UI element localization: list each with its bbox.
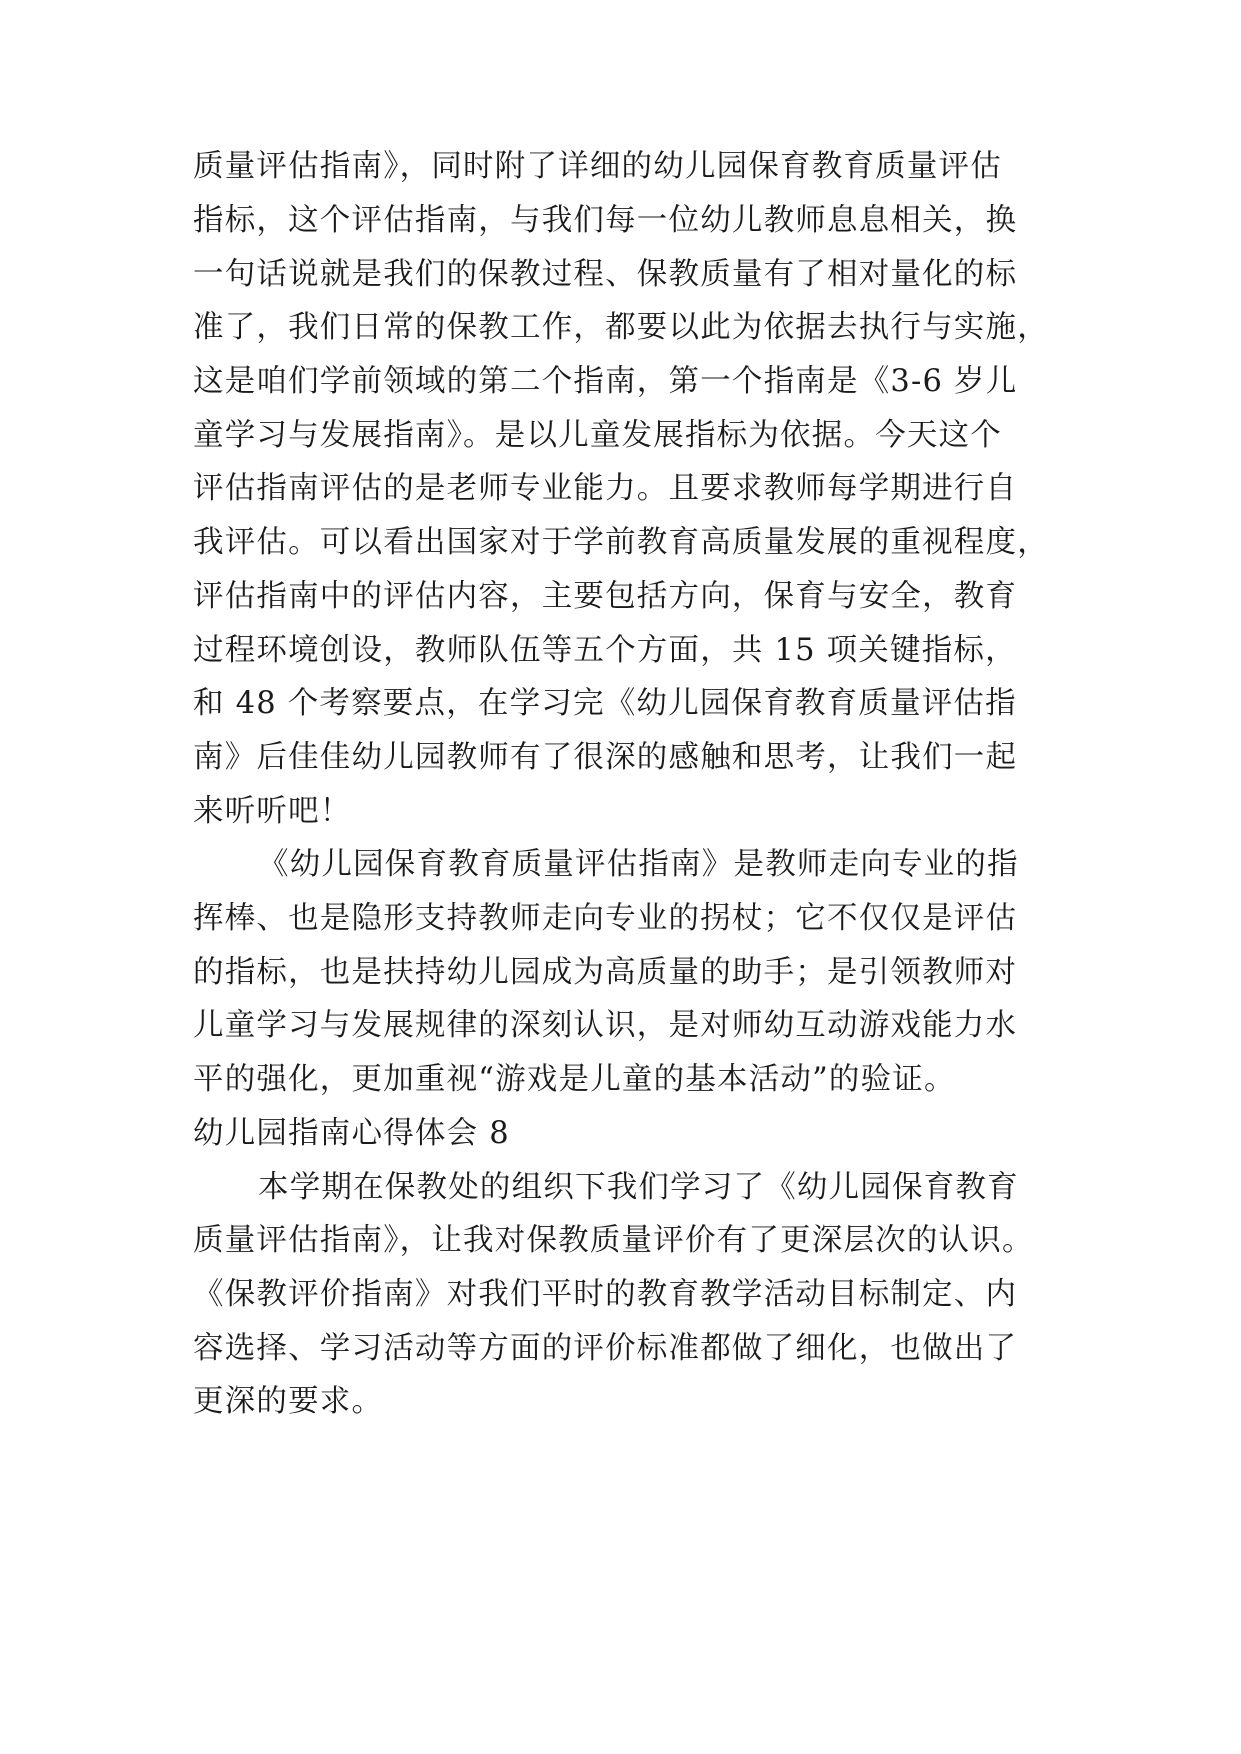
text-line: 我评估。可以看出国家对于学前教育高质量发展的重视程度， bbox=[193, 525, 1049, 560]
text-line: 评估指南中的评估内容，主要包括方向，保育与安全，教育 bbox=[193, 579, 1018, 614]
text-line: 平的强化，更加重视“游戏是儿童的基本活动”的验证。 bbox=[193, 1062, 956, 1097]
text-line: 童学习与发展指南》。是以儿童发展指标为依据。今天这个 bbox=[193, 418, 1002, 453]
text-line: 本学期在保教处的组织下我们学习了《幼儿园保育教育 bbox=[258, 1170, 1019, 1205]
text-line: 指标，这个评估指南，与我们每一位幼儿教师息息相关，换 bbox=[193, 203, 1018, 238]
text-line: 一句话说就是我们的保教过程、保教质量有了相对量化的标 bbox=[193, 257, 1018, 292]
text-line: 这是咱们学前领域的第二个指南，第一个指南是《3-6 岁儿 bbox=[193, 364, 1018, 399]
text-line: 评估指南评估的是老师专业能力。且要求教师每学期进行自 bbox=[193, 471, 1018, 506]
text-line: 质量评估指南》，同时附了详细的幼儿园保育教育质量评估 bbox=[193, 149, 1002, 184]
text-line: 儿童学习与发展规律的深刻认识，是对师幼互动游戏能力水 bbox=[193, 1008, 1018, 1043]
text-line: 的指标，也是扶持幼儿园成为高质量的助手；是引领教师对 bbox=[193, 955, 1018, 990]
text-line: 准了，我们日常的保教工作，都要以此为依据去执行与实施， bbox=[193, 310, 1049, 345]
text-line: 来听听吧！ bbox=[193, 794, 352, 829]
text-line: 过程环境创设，教师队伍等五个方面，共 15 项关键指标， bbox=[193, 633, 1017, 668]
text-line: 质量评估指南》，让我对保教质量评价有了更深层次的认识。 bbox=[193, 1223, 1034, 1258]
text-line: 和 48 个考察要点，在学习完《幼儿园保育教育质量评估指 bbox=[193, 686, 1017, 721]
text-line: 挥棒、也是隐形支持教师走向专业的拐杖；它不仅仅是评估 bbox=[193, 901, 1018, 936]
text-line: 更深的要求。 bbox=[193, 1384, 384, 1419]
text-line: 容选择、学习活动等方面的评价标准都做了细化，也做出了 bbox=[193, 1331, 1018, 1366]
text-line: 《保教评价指南》对我们平时的教育教学活动目标制定、内 bbox=[193, 1277, 1018, 1312]
section-heading: 幼儿园指南心得体会 8 bbox=[193, 1116, 510, 1151]
text-line: 《幼儿园保育教育质量评估指南》是教师走向专业的指 bbox=[258, 847, 1019, 882]
text-line: 南》后佳佳幼儿园教师有了很深的感触和思考，让我们一起 bbox=[193, 740, 1018, 775]
